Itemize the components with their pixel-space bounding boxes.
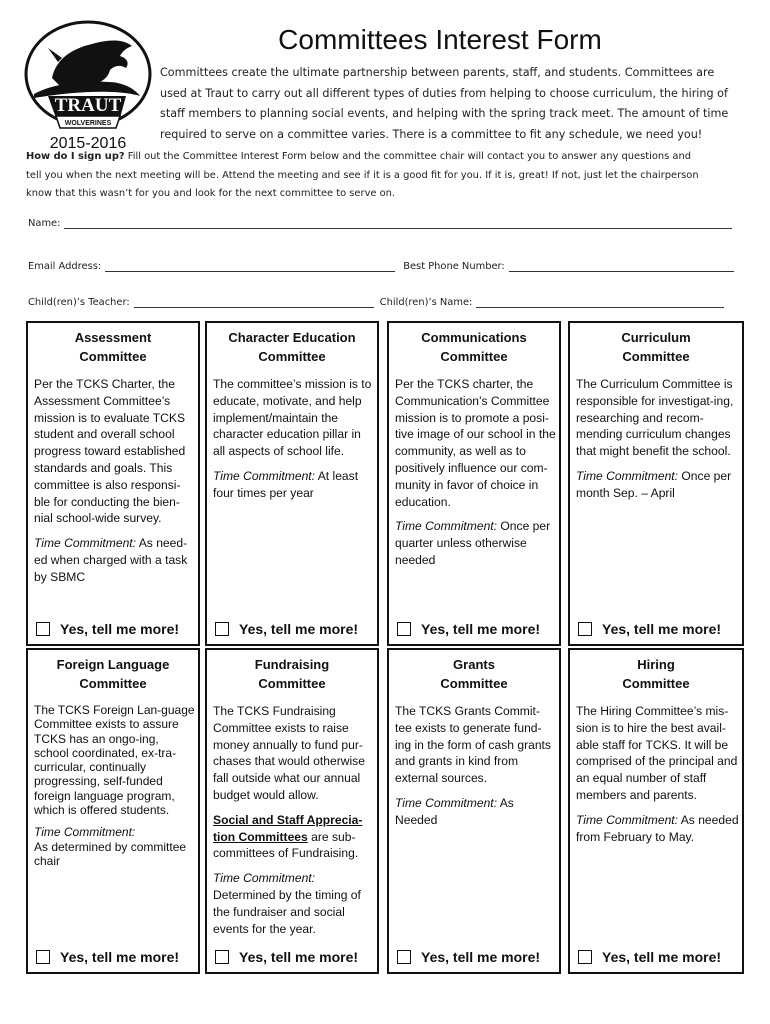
character-education-committee-box [205, 321, 379, 646]
communications-checkbox[interactable] [397, 622, 411, 636]
contact-field-row [28, 256, 734, 272]
communications-committee-box [387, 321, 561, 646]
committee-description: The Curriculum Committee is responsible for investigat-ing, researching and recom-mending curriculum changes that might benefit the school. Time Commitment: Once per month Sep. – April [576, 377, 734, 500]
committee-title: Curriculum Committee [621, 330, 691, 364]
assessment-committee-box [26, 321, 200, 646]
yes-label: Yes, tell me more! [239, 621, 359, 637]
subcommittees-link: Social and Staff Apprecia-tion Committees [213, 812, 363, 844]
phone-input[interactable] [509, 261, 734, 272]
yes-label: Yes, tell me more! [421, 621, 541, 637]
committee-title: Fundraising Committee [254, 657, 330, 691]
intro-line: required to serve on a committee varies. There is a committee to fit any schedule, we need you! [160, 127, 703, 141]
email-input[interactable] [105, 261, 395, 272]
signup-heading: How do I sign up? [26, 151, 125, 162]
committee-description: The TCKS Foreign Lan-guage Committee exists to assure TCKS has an ongo-ing, school coordinated, ex-tra-curricular, continually progressing, self-funded foreign language program, which is offered students. Time Commitment: As determined by committee chair [34, 703, 195, 868]
yes-label: Yes, tell me more! [602, 621, 722, 637]
committee-title: Assessment Committee [74, 330, 152, 364]
child-name-input[interactable] [476, 297, 724, 308]
logo-subtext: WOLVERINES [64, 120, 112, 127]
communications-yes-option[interactable] [397, 621, 540, 637]
signup-line: tell you when the next meeting will be. Attend the meeting and see if it is a good fit for you. If it is, great! If not, just let the chairperson [26, 169, 699, 181]
fundraising-checkbox[interactable] [215, 950, 229, 964]
name-input[interactable] [64, 218, 732, 229]
grants-yes-option[interactable] [397, 949, 540, 965]
committee-title: Foreign Language Committee [56, 657, 170, 691]
grants-committee-box [387, 648, 561, 974]
signup-line: know that this wasn’t for you and look for the next committee to serve on. [26, 188, 396, 199]
curriculum-committee-box [568, 321, 744, 646]
committee-title: Grants Committee [440, 657, 508, 691]
teacher-label: Child(ren)’s Teacher: [28, 297, 130, 308]
foreign-language-checkbox[interactable] [36, 950, 50, 964]
grants-checkbox[interactable] [397, 950, 411, 964]
school-year: 2015-2016 [49, 135, 127, 152]
committee-description: Per the TCKS Charter, the Assessment Committee’s mission is to evaluate TCKS student and overall school progress toward established standards and goals. This committee is also responsi-ble for conducting the bien-nial school-wide survey. Time Commitment: As need-ed when charged with a task by SBMC [34, 377, 188, 584]
hiring-yes-option[interactable] [578, 949, 721, 965]
signup-instructions [26, 148, 746, 204]
committee-description: The Hiring Committee’s mis-sion is to hire the best avail-able staff for TCKS. It will be comprised of the principal and an equal number of staff members and parents. Time Commitment: As needed from February to May. [576, 704, 739, 844]
committee-description: The committee’s mission is to educate, motivate, and help implement/maintain the character education pillar in all aspects of school life. Time Commitment: At least four times per year [213, 377, 372, 500]
assessment-yes-option[interactable] [36, 621, 179, 637]
phone-label: Best Phone Number: [403, 261, 505, 272]
child-name-label: Child(ren)’s Name: [379, 297, 473, 308]
character-education-checkbox[interactable] [215, 622, 229, 636]
yes-label: Yes, tell me more! [60, 621, 180, 637]
intro-line: used at Traut to carry out all different types of duties from helping to choose curriculum, the hiring of [160, 86, 728, 100]
logo-text: TRAUT [54, 95, 122, 116]
intro-paragraph [160, 63, 735, 145]
page-title: Committees Interest Form [278, 24, 602, 55]
signup-line: Fill out the Committee Interest Form below and the committee chair will contact you to answer any questions and [124, 151, 691, 162]
email-label: Email Address: [28, 261, 102, 272]
character-education-yes-option[interactable] [215, 621, 358, 637]
foreign-language-yes-option[interactable] [36, 949, 179, 965]
yes-label: Yes, tell me more! [60, 949, 180, 965]
curriculum-yes-option[interactable] [578, 621, 721, 637]
committee-title: Hiring Committee [622, 657, 690, 691]
committee-title: Character Education Committee [228, 330, 356, 364]
assessment-checkbox[interactable] [36, 622, 50, 636]
committee-title: Communications Committee [421, 330, 527, 364]
intro-line: Committees create the ultimate partnership between parents, staff, and students. Committees are [160, 66, 715, 79]
committee-description: Per the TCKS charter, the Communication’s Committee mission is to promote a posi-tive image of our school in the community, as well as to positively influence our com-munity in favor of choice in education. Time Commitment: Once per quarter unless otherwise needed [395, 377, 556, 567]
yes-label: Yes, tell me more! [602, 949, 722, 965]
committee-description: The TCKS Fundraising Committee exists to raise money annually to fund pur-chases that would otherwise fall outside what our annual budget would allow. Social and Staff Apprecia-tion Committees are sub-committees of Fundraising. Time Commitment: Determined by the timing of the fundraiser and social events for the year. [213, 704, 365, 936]
fundraising-committee-box [205, 648, 379, 974]
yes-label: Yes, tell me more! [239, 949, 359, 965]
traut-wolverines-logo [22, 18, 156, 152]
child-field-row [28, 292, 724, 308]
teacher-input[interactable] [134, 297, 374, 308]
committee-description: The TCKS Grants Commit-tee exists to generate fund-ing in the form of cash grants and grants in kind from external sources. Time Commitment: As Needed [395, 704, 551, 827]
foreign-language-committee-box [26, 648, 200, 974]
hiring-checkbox[interactable] [578, 950, 592, 964]
name-field-row [28, 213, 732, 229]
curriculum-checkbox[interactable] [578, 622, 592, 636]
fundraising-yes-option[interactable] [215, 949, 358, 965]
wolverine-logo-icon [22, 18, 156, 130]
intro-line: staff members to planning social events, and helping with the spring track meet. The amount of time [160, 107, 729, 120]
name-label: Name: [28, 218, 61, 229]
yes-label: Yes, tell me more! [421, 949, 541, 965]
hiring-committee-box [568, 648, 744, 974]
